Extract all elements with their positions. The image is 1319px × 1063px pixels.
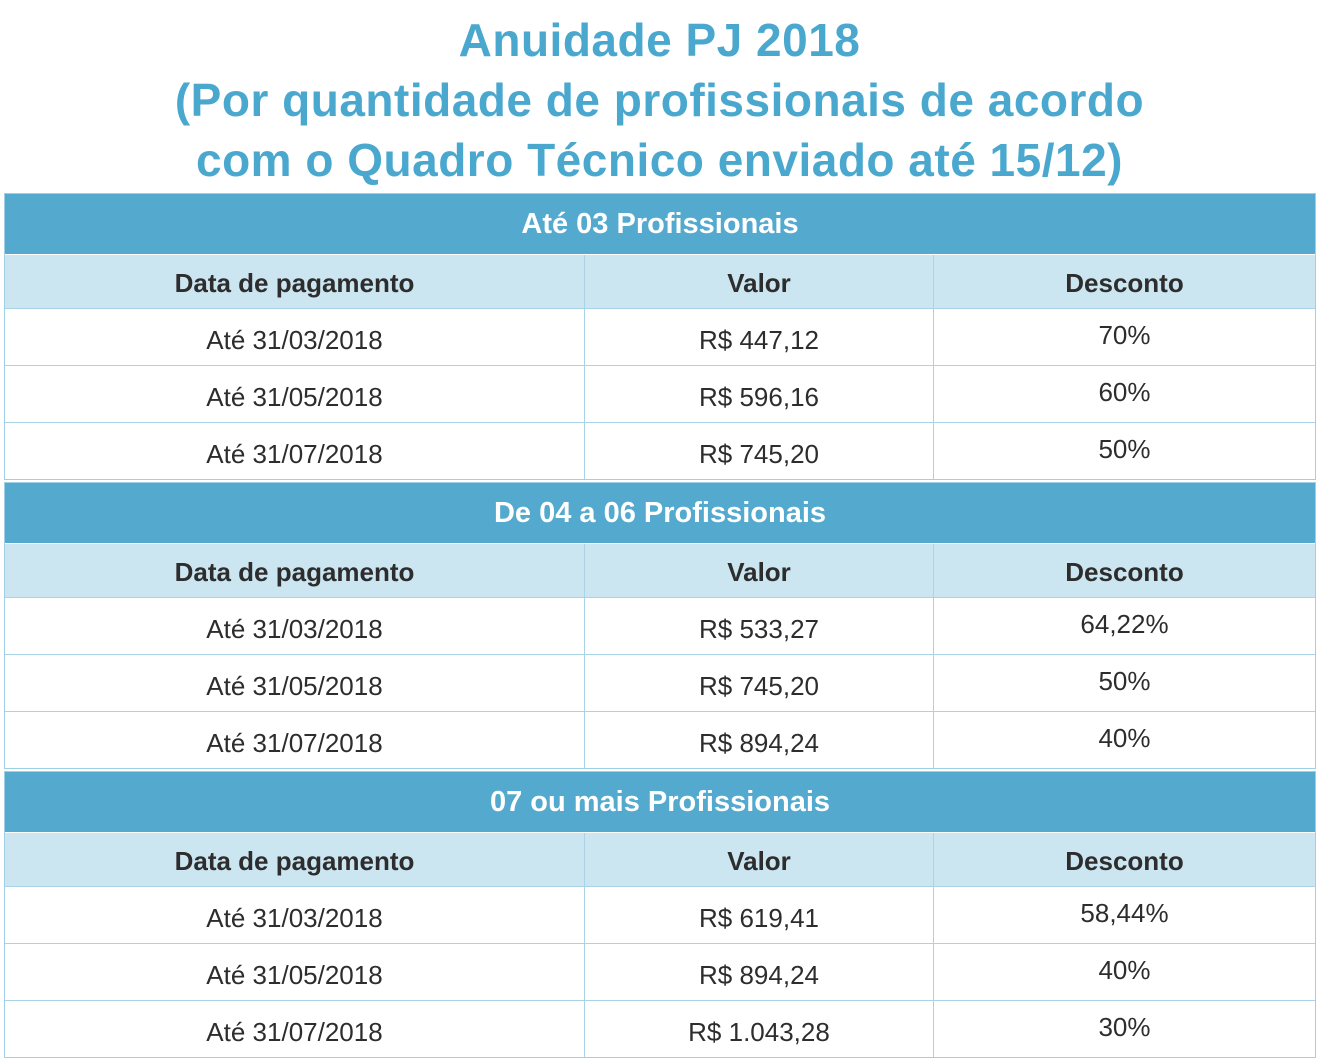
payment-value: R$ 447,12 xyxy=(585,309,934,365)
tier-header: De 04 a 06 Profissionais xyxy=(5,483,1315,543)
tier-table-3 xyxy=(4,771,1316,1058)
payment-date: Até 31/07/2018 xyxy=(5,712,585,768)
title-line-3: com o Quadro Técnico enviado até 15/12) xyxy=(196,134,1123,186)
payment-value: R$ 894,24 xyxy=(585,712,934,768)
column-header-date: Data de pagamento xyxy=(5,544,585,597)
table-row xyxy=(5,943,1315,1000)
column-header-discount: Desconto xyxy=(1065,557,1184,587)
column-header-discount: Desconto xyxy=(1065,846,1184,876)
table-row xyxy=(5,597,1315,654)
payment-date: Até 31/03/2018 xyxy=(5,309,585,365)
payment-value: R$ 1.043,28 xyxy=(585,1001,934,1057)
payment-value: R$ 894,24 xyxy=(585,944,934,1000)
column-header-date: Data de pagamento xyxy=(5,833,585,886)
table-row xyxy=(5,711,1315,768)
column-header-date: Data de pagamento xyxy=(5,255,585,308)
title-line-1: Anuidade PJ 2018 xyxy=(458,14,861,66)
tier-header: Até 03 Profissionais xyxy=(5,194,1315,254)
column-header-row xyxy=(5,832,1315,886)
table-row xyxy=(5,308,1315,365)
discount-percent: 58,44% xyxy=(1080,898,1169,928)
discount-percent: 60% xyxy=(1098,377,1151,407)
payment-value: R$ 745,20 xyxy=(585,655,934,711)
discount-percent: 30% xyxy=(1098,1012,1151,1042)
payment-value: R$ 745,20 xyxy=(585,423,934,479)
column-header-value: Valor xyxy=(585,255,934,308)
payment-date: Até 31/03/2018 xyxy=(5,887,585,943)
discount-percent: 50% xyxy=(1098,666,1151,696)
table-row xyxy=(5,886,1315,943)
tier-header: 07 ou mais Profissionais xyxy=(5,772,1315,832)
discount-percent: 40% xyxy=(1098,955,1151,985)
payment-value: R$ 596,16 xyxy=(585,366,934,422)
payment-value: R$ 619,41 xyxy=(585,887,934,943)
payment-date: Até 31/07/2018 xyxy=(5,1001,585,1057)
payment-date: Até 31/05/2018 xyxy=(5,366,585,422)
page-title xyxy=(0,10,1319,190)
tier-table-2 xyxy=(4,482,1316,769)
table-row xyxy=(5,654,1315,711)
discount-percent: 70% xyxy=(1098,320,1151,350)
table-row xyxy=(5,365,1315,422)
payment-value: R$ 533,27 xyxy=(585,598,934,654)
column-header-row xyxy=(5,254,1315,308)
discount-percent: 50% xyxy=(1098,434,1151,464)
table-row xyxy=(5,1000,1315,1057)
column-header-discount: Desconto xyxy=(1065,268,1184,298)
column-header-row xyxy=(5,543,1315,597)
table-row xyxy=(5,422,1315,479)
title-line-2: (Por quantidade de profissionais de acordo xyxy=(174,74,1145,126)
payment-date: Até 31/07/2018 xyxy=(5,423,585,479)
payment-date: Até 31/03/2018 xyxy=(5,598,585,654)
discount-percent: 64,22% xyxy=(1080,609,1169,639)
payment-date: Até 31/05/2018 xyxy=(5,944,585,1000)
tier-table-1 xyxy=(4,193,1316,480)
payment-date: Até 31/05/2018 xyxy=(5,655,585,711)
column-header-value: Valor xyxy=(585,833,934,886)
discount-percent: 40% xyxy=(1098,723,1151,753)
column-header-value: Valor xyxy=(585,544,934,597)
